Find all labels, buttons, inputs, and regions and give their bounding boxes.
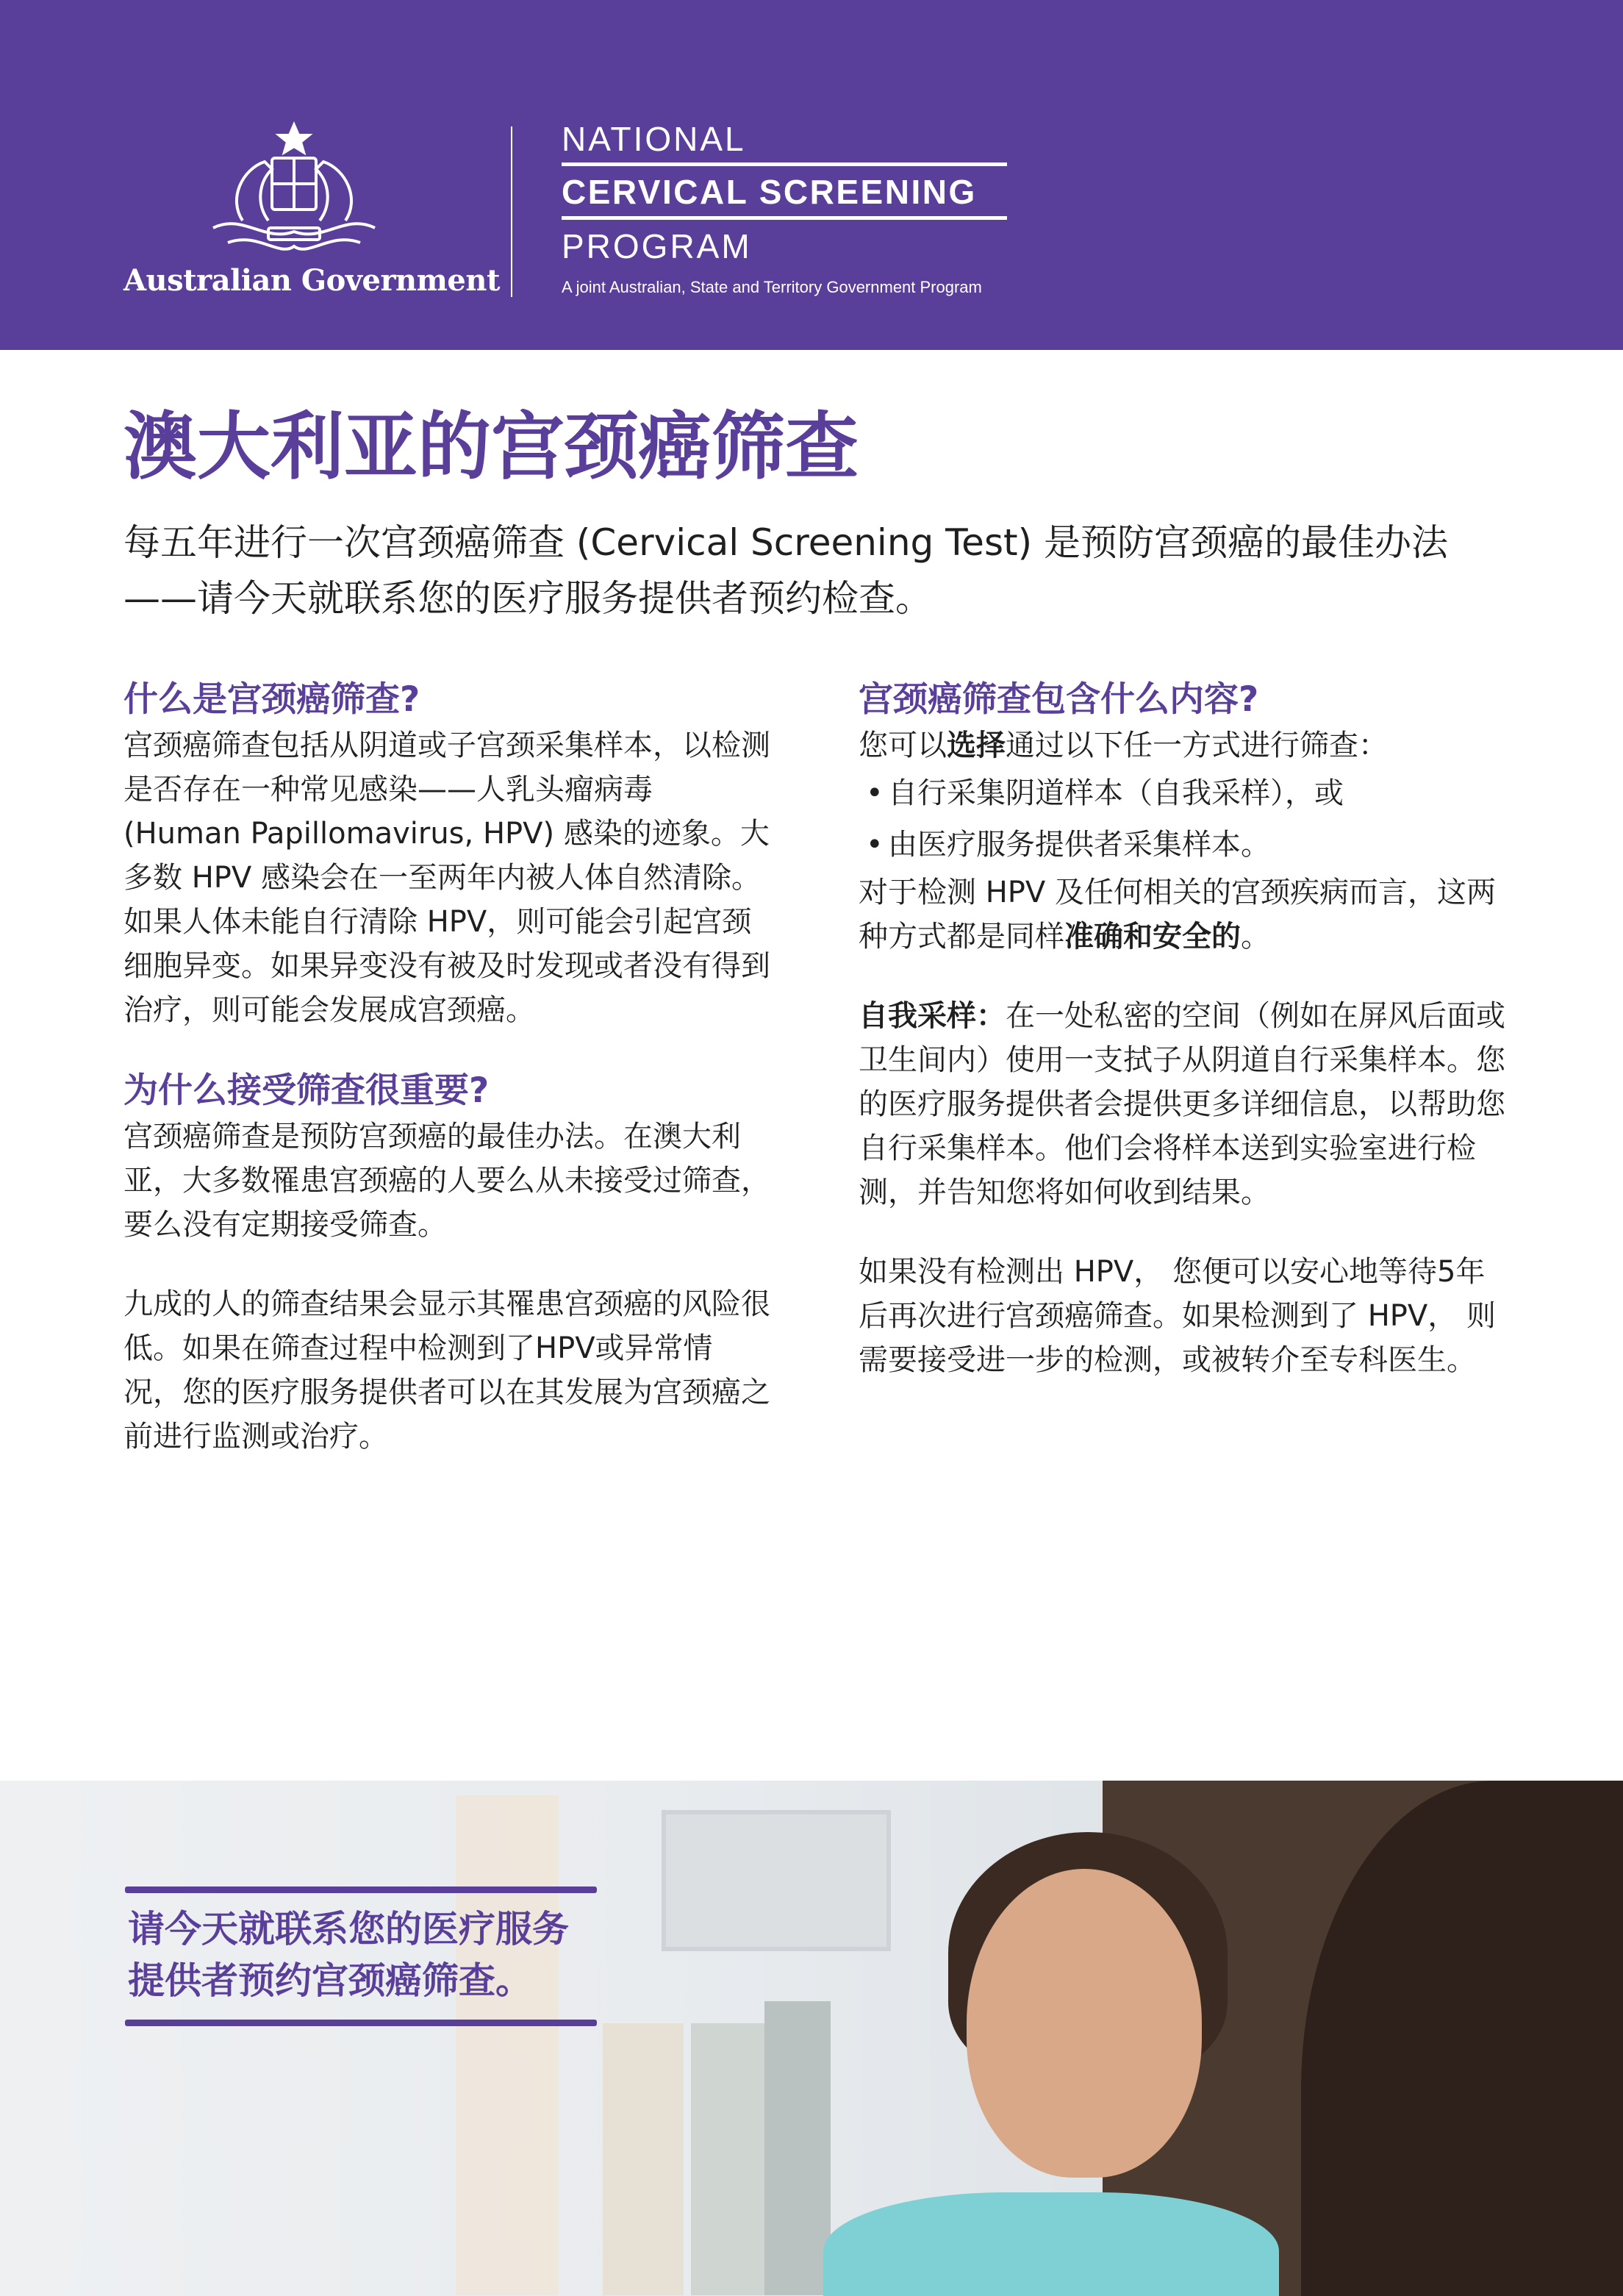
callout-rule-top — [125, 1886, 597, 1893]
right-column — [859, 676, 1505, 1382]
program-line3: PROGRAM — [562, 227, 752, 265]
program-rule-bottom — [562, 216, 1007, 220]
program-rule-top — [562, 162, 1007, 166]
para-why-important: 宫颈癌筛查是预防宫颈癌的最佳办法。在澳大利亚，大多数罹患宫颈癌的人要么从未接受过筛查，要么没有定期接受筛查。 — [123, 1120, 770, 1242]
program-tagline: A joint Australian, State and Territory Government Program — [562, 278, 982, 296]
para-choose: 您可以选择通过以下任一方式进行筛查： — [859, 729, 1388, 762]
left-column — [123, 676, 770, 1459]
para-results: 九成的人的筛查结果会显示其罹患宫颈癌的风险很低。如果在筛查过程中检测到了HPV或异常情况，您的医疗服务提供者可以在其发展为宫颈癌之前进行监测或治疗。 — [123, 1287, 770, 1453]
intro-text: 每五年进行一次宫颈癌筛查 (Cervical Screening Test) 是预防宫颈癌的最佳办法——请今天就联系您的医疗服务提供者预约检查。 — [123, 521, 1449, 620]
callout-rule-bottom — [125, 2020, 597, 2026]
para-what-is: 宫颈癌筛查包括从阴道或子宫颈采集样本，以检测是否存在一种常见感染——人乳头瘤病毒 (Human Papillomavirus, HPV) 感染的迹象。大多数 HPV 感染会在一至两年内被人体自然清除。如果人体未能自行清除 HPV，则可能会引起宫颈细胞异变。如果异变没有被及时发现或者没有得到治疗，则可能会发展成宫颈癌。 — [123, 729, 770, 1027]
page-title: 澳大利亚的宫颈癌筛查 — [123, 404, 859, 490]
option-list — [859, 768, 1505, 870]
coat-of-arms-icon — [198, 118, 390, 265]
hero-photo — [0, 1781, 1623, 2296]
para-accuracy: 对于检测 HPV 及任何相关的宫颈疾病而言，这两种方式都是同样准确和安全的。 — [859, 876, 1496, 954]
heading-what-is: 什么是宫颈癌筛查? — [123, 679, 420, 720]
list-item: • 自行采集阴道样本（自我采样），或 — [859, 768, 1505, 819]
heading-what-involved: 宫颈癌筛查包含什么内容? — [859, 679, 1259, 720]
heading-why-important: 为什么接受筛查很重要? — [123, 1070, 490, 1111]
program-line2: CERVICAL SCREENING — [562, 173, 977, 211]
callout-text: 请今天就联系您的医疗服务提供者预约宫颈癌筛查。 — [128, 1908, 569, 2002]
para-result-info: 如果没有检测出 HPV， 您便可以安心地等待5年后再次进行宫颈癌筛查。如果检测到了 HPV， 则需要接受进一步的检测，或被转介至专科医生。 — [859, 1255, 1496, 1377]
list-item: • 由医疗服务提供者采集样本。 — [859, 819, 1505, 870]
callout-box — [125, 1886, 597, 2026]
header-banner — [0, 0, 1623, 350]
para-self-collect: 自我采样：在一处私密的空间（例如在屏风后面或卫生间内）使用一支拭子从阴道自行采集样本。您的医疗服务提供者会提供更多详细信息，以帮助您自行采集样本。他们会将样本送到实验室进行检测，并告知您将如何收到结果。 — [859, 999, 1505, 1209]
header-divider — [511, 126, 512, 297]
gov-name: Australian Government — [123, 263, 500, 298]
program-line1: NATIONAL — [562, 120, 746, 158]
